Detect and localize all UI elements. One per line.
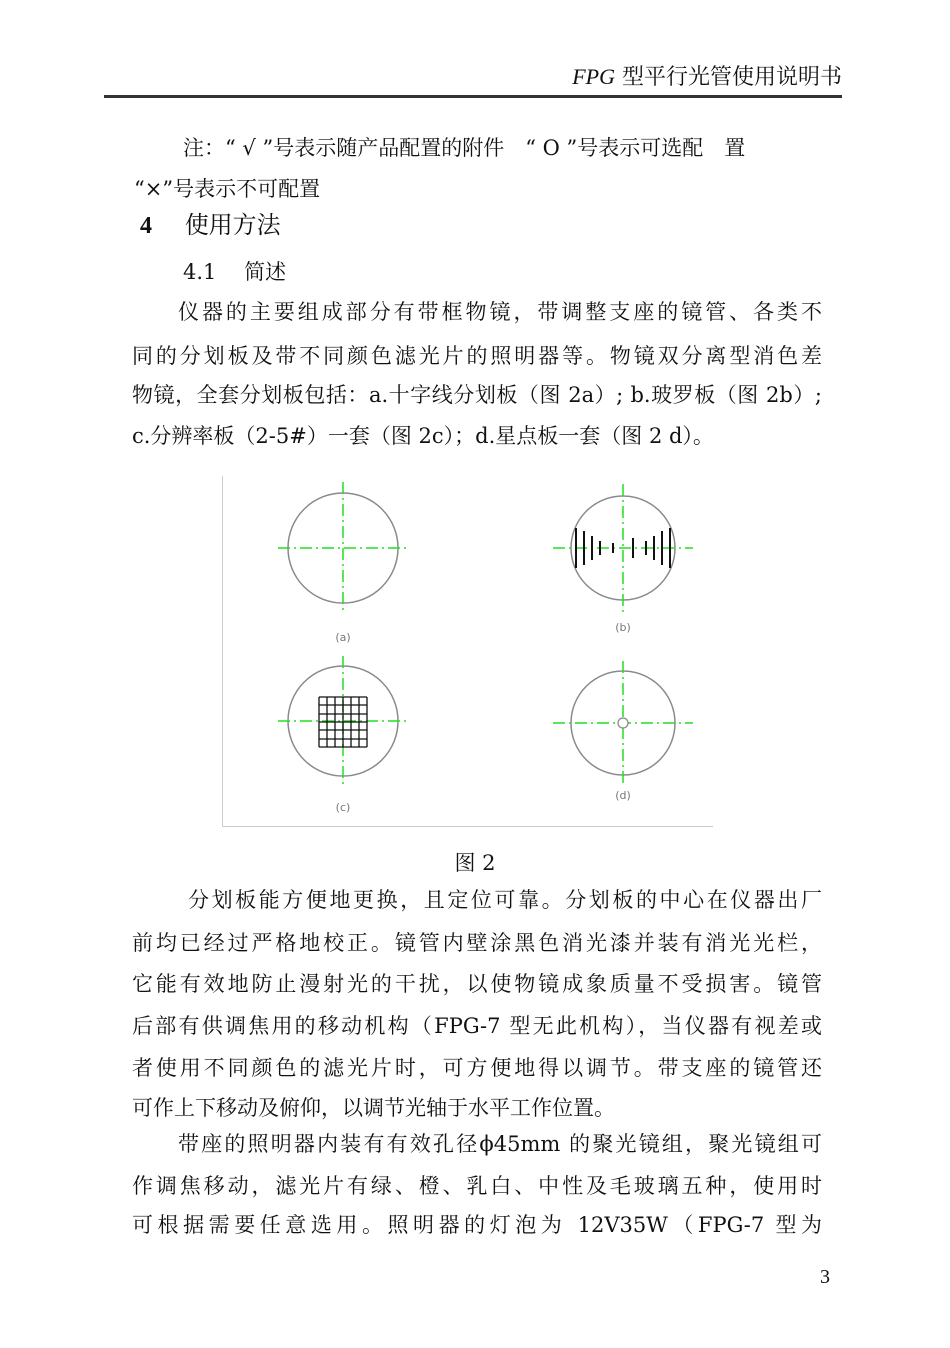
para2-line-6: 可作上下移动及俯仰，以调节光轴于水平工作位置。 bbox=[132, 1096, 615, 1120]
label-b: (b) bbox=[615, 621, 631, 634]
section-heading bbox=[140, 210, 281, 241]
label-d: (d) bbox=[615, 789, 631, 802]
para1-line-4: c.分辨率板（2-5#）一套（图 2c）；d.星点板一套（图 2 d）。 bbox=[132, 424, 714, 448]
para3-line-3: 可根据需要任意选用。照明器的灯泡为 12V35W（FPG-7 型为 bbox=[132, 1213, 822, 1237]
para3-line-2: 作调焦移动，滤光片有绿、橙、乳白、中性及毛玻璃五种，使用时 bbox=[132, 1174, 822, 1198]
para2-line-5: 者使用不同颜色的滤光片时，可方便地得以调节。带支座的镜管还 bbox=[132, 1056, 822, 1080]
figure-svg bbox=[223, 476, 713, 826]
para1-line-3: 物镜，全套分划板包括：a.十字线分划板（图 2a）; b.玻罗板（图 2b）; bbox=[132, 383, 822, 407]
subsection-heading: 4.1 简述 bbox=[183, 260, 287, 284]
running-header bbox=[104, 62, 842, 93]
figure-caption: 图 2 bbox=[454, 851, 496, 875]
reticle-b-porro bbox=[553, 484, 693, 612]
star-point bbox=[618, 718, 628, 728]
para3-line-1: 带座的照明器内装有有效孔径ϕ45mm 的聚光镜组，聚光镜组可 bbox=[178, 1132, 822, 1156]
resolution-grid bbox=[319, 697, 367, 747]
reticle-d-star bbox=[553, 661, 693, 786]
page-number: 3 bbox=[820, 1266, 830, 1288]
header-model: FPG bbox=[572, 64, 615, 89]
reticle-c-resolution bbox=[278, 656, 408, 786]
label-c: (c) bbox=[335, 801, 351, 814]
header-rule bbox=[104, 95, 842, 98]
para2-line-2: 前均已经过严格地校正。镜管内壁涂黑色消光漆并装有消光光栏， bbox=[132, 931, 822, 955]
header-title: 型平行光管使用说明书 bbox=[615, 65, 842, 90]
section-number: 4 bbox=[140, 213, 152, 239]
note-line-1: 注：“ √ ”号表示随产品配置的附件 “ O ”号表示可选配 置 bbox=[183, 136, 746, 160]
section-title: 使用方法 bbox=[184, 211, 281, 239]
note-line-2: “×”号表示不可配置 bbox=[134, 177, 321, 201]
para2-line-1: 分划板能方便地更换，且定位可靠。分划板的中心在仪器出厂 bbox=[188, 888, 822, 912]
figure-reticles bbox=[222, 476, 713, 827]
label-a: (a) bbox=[335, 631, 351, 644]
reticle-a-crosshair bbox=[278, 482, 408, 614]
para2-line-4: 后部有供调焦用的移动机构（FPG-7 型无此机构），当仪器有视差或 bbox=[132, 1014, 822, 1038]
para1-line-1: 仪器的主要组成部分有带框物镜，带调整支座的镜管、各类不 bbox=[178, 300, 822, 324]
para2-line-3: 它能有效地防止漫射光的干扰，以使物镜成象质量不受损害。镜管 bbox=[132, 972, 822, 996]
para1-line-2: 同的分划板及带不同颜色滤光片的照明器等。物镜双分离型消色差 bbox=[132, 344, 822, 368]
